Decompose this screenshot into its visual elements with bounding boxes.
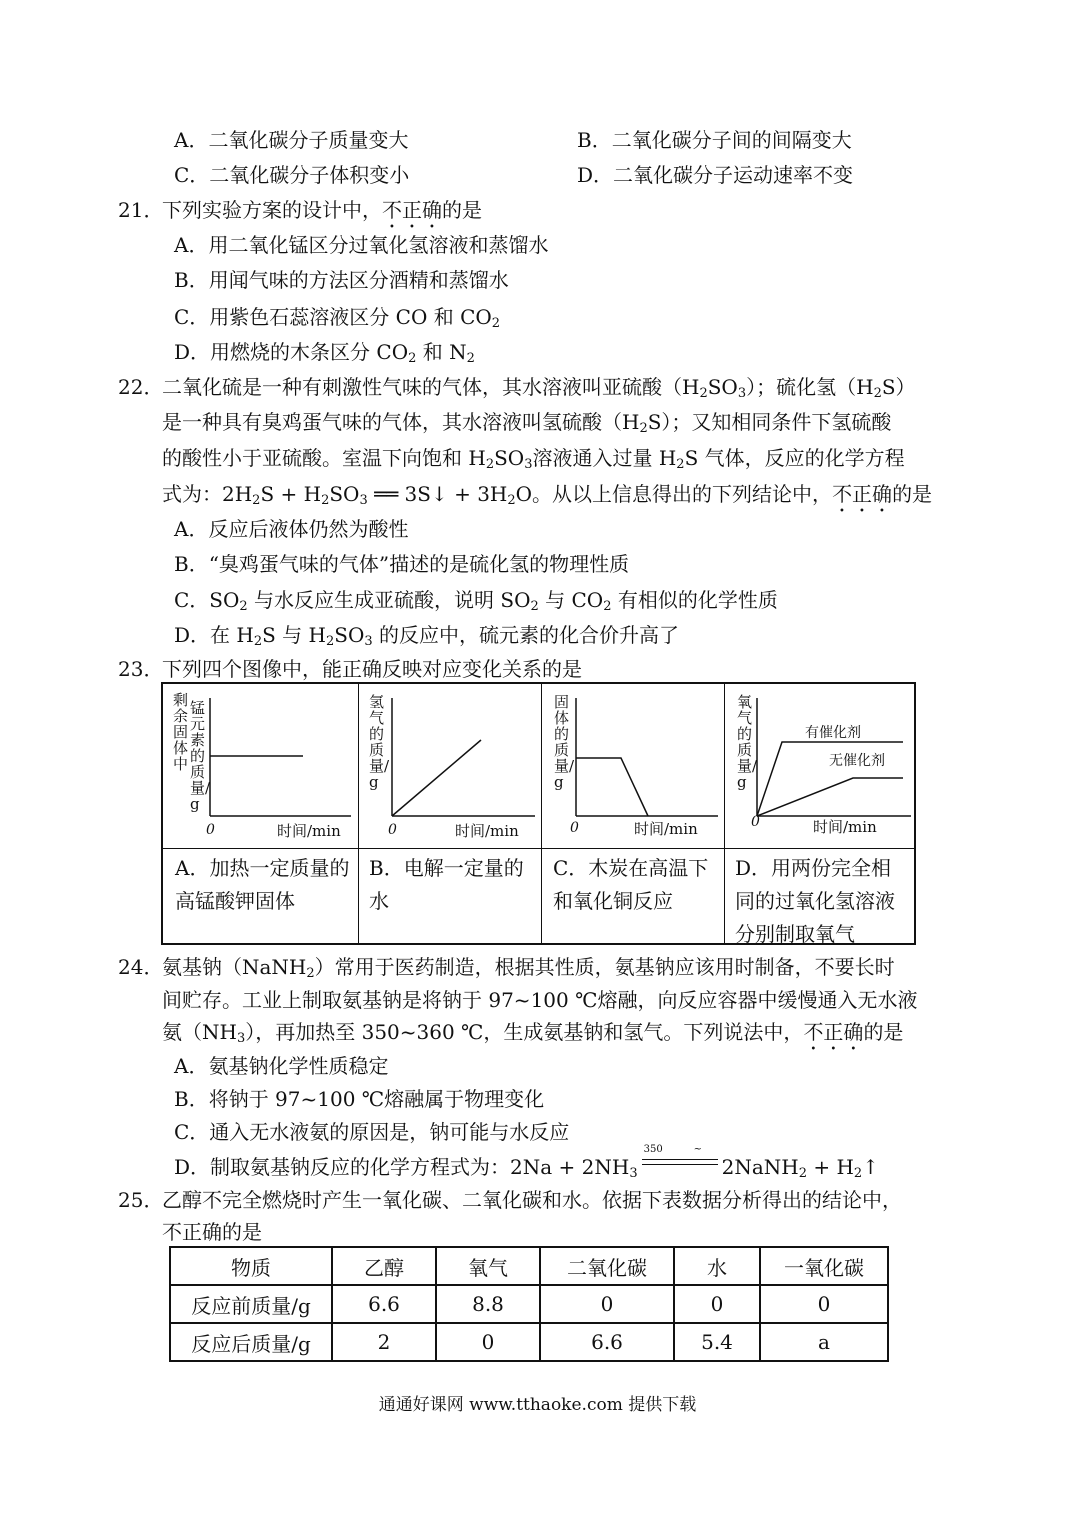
q24-option-b: B．将钠于 97~100 ℃熔融属于物理变化	[174, 1087, 545, 1111]
q24-line-3: 氨$(NH_3)$，再加热至 350~360 ℃，生成氨基钠和氢气。下列说法中，不正确的是	[162, 1020, 904, 1046]
q24-reaction-condition: 350	[643, 1144, 663, 1155]
q24-option-d: D．制取氨基钠反应的化学方程式为：$2Na + 2NH_3$ 350 ~ 2NaNH$_2$ + $H_2↑$	[174, 1154, 879, 1186]
q22-line-1: 二氧化硫是一种有刺激性气味的气体，其水溶液叫亚硫酸$(H_2SO_3)$；硫化氢$(H_2S)$	[162, 375, 916, 401]
graph-d	[725, 684, 916, 848]
graph-a-caption: A．加热一定质量的高锰酸钾固体	[175, 856, 350, 913]
q22-option-d: D．在 $H_2S$ 与 $H_2SO_3$ 的反应中，硫元素的化合价升高了	[174, 623, 680, 649]
q24-number: 24．	[118, 955, 164, 979]
graph-c-xlabel: 时间/min	[634, 820, 698, 838]
table-cell: 反应前质量/g	[170, 1285, 332, 1323]
table-cell: 6.6	[540, 1323, 674, 1361]
q21-stem: 下列实验方案的设计中，不正确的是	[162, 198, 482, 222]
graph-a-xlabel: 时间/min	[277, 822, 341, 840]
table-cell: 0	[540, 1285, 674, 1323]
graph-b-xlabel: 时间/min	[455, 822, 519, 840]
table-cell: 反应后质量/g	[170, 1323, 332, 1361]
graph-d-caption: D．用两份完全相同的过氧化氢溶液分别制取氧气	[735, 856, 895, 946]
table-cell: 8.8	[436, 1285, 540, 1323]
graph-a	[163, 684, 358, 848]
q25-data-table	[169, 1246, 889, 1362]
q22-line-3: 的酸性小于亚硫酸。室温下向饱和 $H_2SO_3$溶液通入过量 $H_2S$ 气体，反应的化学方程	[162, 446, 905, 472]
table-header-cell: 乙醇	[332, 1247, 436, 1285]
graph-b	[359, 684, 541, 848]
graph-d-origin: 0	[751, 814, 760, 830]
graph-a-ylabel-left: 剩余固体中	[173, 691, 189, 773]
q25-line-2: 不正确的是	[162, 1220, 262, 1244]
table-cell: 5.4	[674, 1323, 760, 1361]
table-header-cell: 一氧化碳	[760, 1247, 888, 1285]
q20-option-d: D．二氧化碳分子运动速率不变	[577, 163, 854, 187]
graph-d-label-no-catalyst: 无催化剂	[829, 753, 885, 769]
q22-line-2: 是一种具有臭鸡蛋气味的气体，其水溶液叫氢硫酸$(H_2S)$；又知相同条件下氢硫酸	[162, 410, 892, 436]
table-row	[170, 1285, 888, 1323]
q21-option-b: B．用闻气味的方法区分酒精和蒸馏水	[174, 268, 509, 292]
q23-stem: 下列四个图像中，能正确反映对应变化关系的是	[162, 657, 582, 681]
graph-a-ylabel-right: 锰元素的质量/g	[190, 699, 211, 813]
q20-option-a: A．二氧化碳分子质量变大	[174, 128, 409, 152]
table-header-row	[170, 1247, 888, 1285]
table-cell: 0	[436, 1323, 540, 1361]
table-header-cell: 二氧化碳	[540, 1247, 674, 1285]
table-cell: a	[760, 1323, 888, 1361]
q22-number: 22．	[118, 375, 164, 399]
graph-c-caption: C．木炭在高温下和氧化铜反应	[553, 856, 709, 913]
q21-number: 21．	[118, 198, 164, 222]
table-cell: 6.6	[332, 1285, 436, 1323]
table-cell: 0	[760, 1285, 888, 1323]
graph-b-caption: B．电解一定量的水	[369, 856, 524, 913]
graph-b-origin: 0	[388, 822, 397, 838]
graph-a-origin: 0	[206, 822, 215, 838]
q22-option-c: C．$SO_2$ 与水反应生成亚硫酸，说明 $SO_2$ 与 $CO_2$ 有相似的化学性质	[174, 588, 778, 614]
q25-line-1: 乙醇不完全燃烧时产生一氧化碳、二氧化碳和水。依据下表数据分析得出的结论中，	[162, 1188, 902, 1212]
table-cell: 2	[332, 1323, 436, 1361]
q24-option-a: A．氨基钠化学性质稳定	[174, 1054, 389, 1078]
table-header-cell: 氧气	[436, 1247, 540, 1285]
graph-b-ylabel: 氢气的质量/g	[369, 693, 390, 791]
graph-c-origin: 0	[570, 820, 579, 836]
q20-option-c: C．二氧化碳分子体积变小	[174, 163, 410, 187]
q21-option-a: A．用二氧化锰区分过氧化氢溶液和蒸馏水	[174, 233, 549, 257]
q23-number: 23．	[118, 657, 164, 681]
q24-line-2: 间贮存。工业上制取氨基钠是将钠于 97~100 ℃熔融，向反应容器中缓慢通入无水液	[162, 988, 918, 1012]
table-cell: 0	[674, 1285, 760, 1323]
q24-line-1: 氨基钠（NaNH$_2$）常用于医药制造，根据其性质，氨基钠应该用时制备，不要长时	[162, 955, 895, 981]
graph-d-xlabel: 时间/min	[813, 818, 877, 836]
graph-d-label-catalyst: 有催化剂	[805, 725, 861, 741]
page-footer: 通通好课网 www.tthaoke.com 提供下载	[378, 1395, 697, 1415]
graph-d-ylabel: 氧气的质量/g	[737, 693, 758, 791]
q24-option-c: C．通入无水液氨的原因是，钠可能与水反应	[174, 1120, 570, 1144]
q21-option-d: D．用燃烧的木条区分 $CO_2$ 和 $N_2$	[174, 340, 475, 366]
q22-option-b: B．“臭鸡蛋气味的气体”描述的是硫化氢的物理性质	[174, 552, 630, 576]
table-header-cell: 物质	[170, 1247, 332, 1285]
graph-c-ylabel: 固体的质量/g	[554, 693, 575, 791]
q23-graph-table	[161, 682, 916, 945]
table-header-cell: 水	[674, 1247, 760, 1285]
q22-line-4: 式为：$2H_2S + H_2SO_3$ ══ 3S↓ + $3H_2O$。从以上信息得出的下列结论中，不正确的是	[162, 482, 933, 508]
q25-number: 25．	[118, 1188, 164, 1212]
q20-option-b: B．二氧化碳分子间的间隔变大	[577, 128, 852, 152]
q22-option-a: A．反应后液体仍然为酸性	[174, 517, 409, 541]
table-row	[170, 1323, 888, 1361]
graph-c	[542, 684, 724, 848]
q21-option-c: C．用紫色石蕊溶液区分 CO 和 $CO_2$	[174, 305, 501, 331]
